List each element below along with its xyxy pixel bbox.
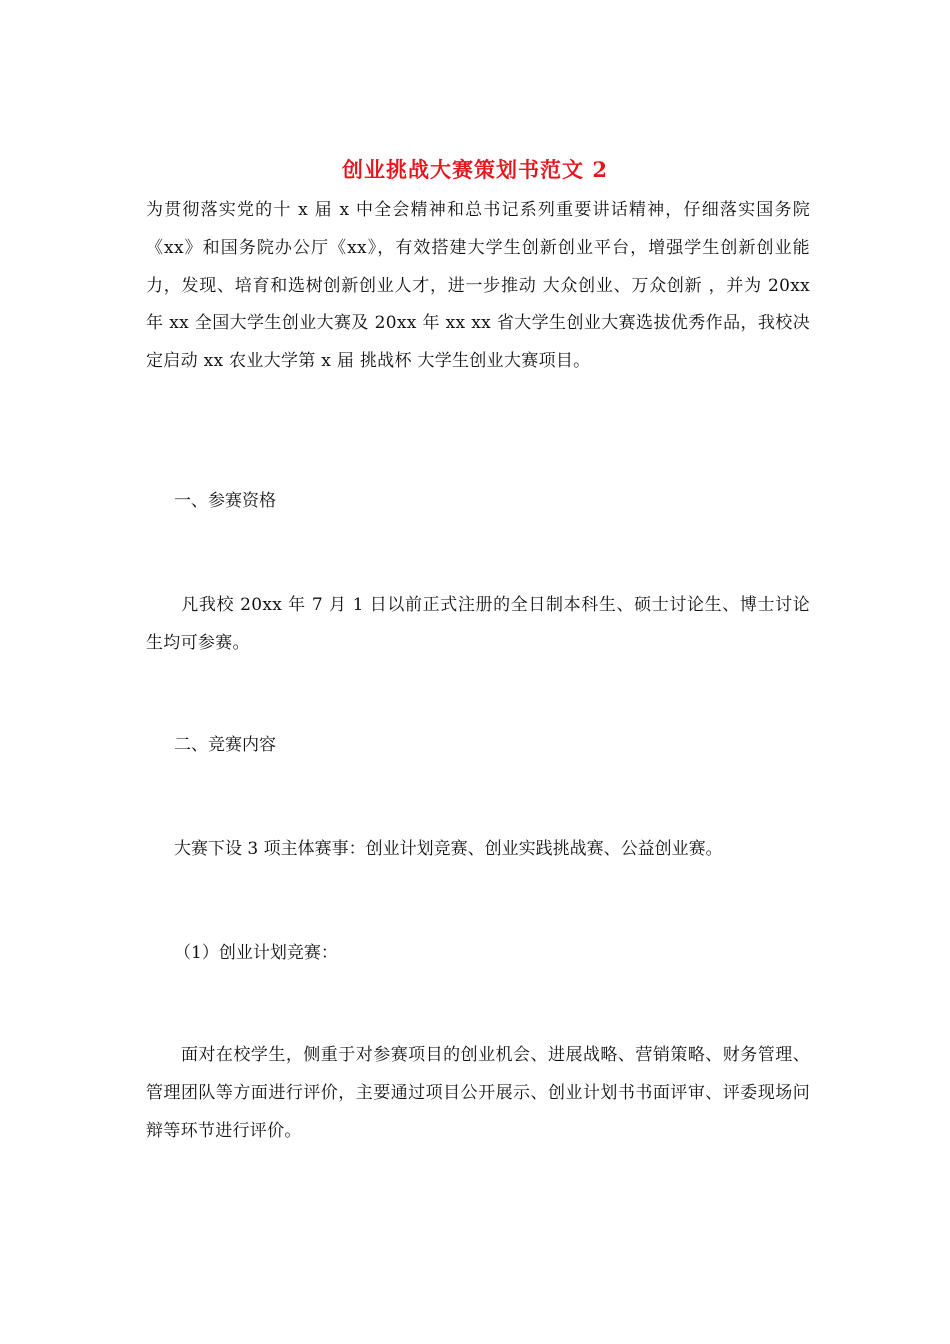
content-paragraph: 大赛下设 3 项主体赛事：创业计划竞赛、创业实践挑战赛、公益创业赛。 [174, 839, 723, 859]
document-title: 创业挑战大赛策划书范文 2 [342, 157, 608, 182]
intro-paragraph: 为贯彻落实党的十 x 届 x 中全会精神和总书记系列重要讲话精神，仔细落实国务院《xx》和国务院办公厅《xx》，有效搭建大学生创新创业平台，增强学生创新创业能力，发现、培育和选树创新创业人才，进一步推动 大众创业、万众创新 ，并为 20xx 年 xx 全国大学生创业大赛及 20xx 年 xx xx 省大学生创业大赛选拔优秀作品，我校决定启动 xx 农业大学第 x 届 挑战杯 大学生创业大赛项目。 [146, 200, 810, 372]
subsection-heading-plan-competition: （1）创业计划竞赛： [174, 943, 338, 963]
plan-competition-paragraph: 面对在校学生，侧重于对参赛项目的创业机会、进展战略、营销策略、财务管理、管理团队等方面进行评价，主要通过项目公开展示、创业计划书书面评审、评委现场问辩等环节进行评价。 [146, 1045, 810, 1141]
section-heading-content: 二、竞赛内容 [174, 735, 276, 755]
eligibility-paragraph: 凡我校 20xx 年 7 月 1 日以前正式注册的全日制本科生、硕士讨论生、博士讨论生均可参赛。 [146, 595, 810, 653]
section-heading-eligibility: 一、参赛资格 [174, 491, 276, 511]
